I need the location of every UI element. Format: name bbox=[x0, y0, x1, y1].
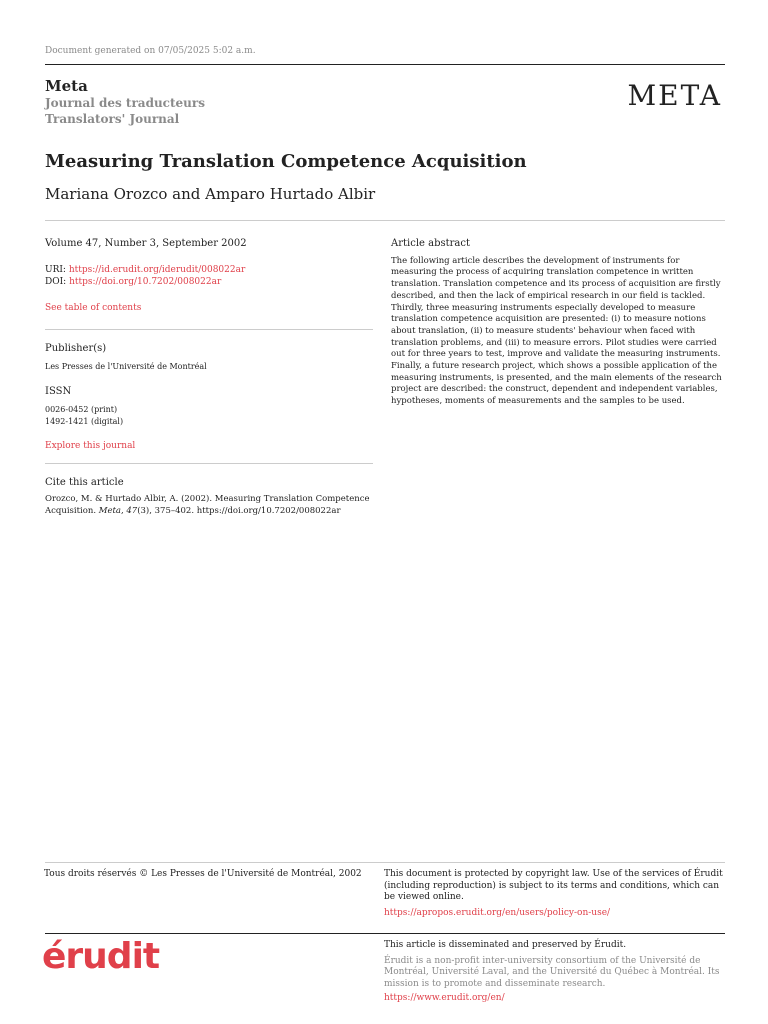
article-info-column bbox=[45, 238, 373, 517]
erudit-logo[interactable]: érudit bbox=[42, 936, 160, 977]
erudit-info bbox=[384, 940, 724, 1005]
citation-journal: Meta bbox=[98, 506, 121, 516]
volume-info: Volume 47, Number 3, September 2002 bbox=[45, 238, 247, 249]
copyright-text: This document is protected by copyright law. Use of the services of Érudit (including reproduction) is subject to its terms and conditions, which can be viewed online. bbox=[384, 869, 723, 902]
meta-logo: MΕTA bbox=[627, 79, 722, 112]
uri-link[interactable]: https://id.erudit.org/iderudit/008022ar bbox=[68, 265, 246, 275]
header-divider bbox=[45, 220, 725, 221]
issn-digital: 1492-1421 (digital) bbox=[45, 417, 124, 426]
article-authors: Mariana Orozco and Amparo Hurtado Albir bbox=[45, 185, 376, 203]
table-of-contents-link[interactable]: See table of contents bbox=[45, 303, 142, 313]
generation-date: Document generated on 07/05/2025 5:02 a.m. bbox=[45, 46, 256, 56]
erudit-description: Érudit is a non-profit inter-university consortium of the Université de Montréal, Université Laval, and the Université du Québec à Montréal. Its mission is to promote and disseminate research. bbox=[384, 955, 720, 989]
journal-subtitle-fr: Journal des traducteurs bbox=[45, 96, 205, 110]
issn-label: ISSN bbox=[45, 386, 72, 397]
publisher-name: Les Presses de l'Université de Montréal bbox=[45, 362, 207, 371]
journal-name[interactable]: Meta bbox=[45, 77, 88, 95]
citation-text: Orozco, M. & Hurtado Albir, A. (2002). Measuring Translation Competence Acquisition. Meta, 47(3), 375–402. https://doi.org/10.7202/008022ar bbox=[45, 494, 370, 516]
disseminated-text: This article is disseminated and preserved by Érudit. bbox=[384, 940, 627, 950]
publisher-label: Publisher(s) bbox=[45, 343, 107, 354]
abstract-text: The following article describes the development of instruments for measuring the process of acquiring translation competence in written translation. Translation competence and its process of acquisition are firstly described, and then the lack of empirical research in our field is tackled. Thirdly, three measuring instruments especially developed to measure translation competence acquisition are presented: (i) to measure notions about translation, (ii) to measure students' behaviour when faced with translation problems, and (iii) to measure errors. Pilot studies were carried out for three years to test, improve and validate the measuring instruments. Finally, a future research project, which shows a possible application of the measuring instruments, is presented, and the main elements of the research project are described: the construct, dependent and independent variables, hypotheses, moments of measurements and the samples to be used. bbox=[391, 255, 722, 407]
rights-statement: Tous droits réservés © Les Presses de l'Université de Montréal, 2002 bbox=[44, 869, 362, 879]
top-divider bbox=[45, 64, 725, 65]
abstract-title: Article abstract bbox=[391, 238, 470, 249]
uri-label: URI: bbox=[45, 265, 66, 275]
journal-subtitle-en: Translators' Journal bbox=[45, 112, 180, 126]
footer-divider-dark bbox=[45, 933, 725, 934]
doi-link[interactable]: https://doi.org/10.7202/008022ar bbox=[69, 277, 222, 287]
article-title: Measuring Translation Competence Acquisition bbox=[45, 151, 527, 172]
copyright-notice bbox=[384, 869, 724, 919]
journal-header bbox=[45, 78, 205, 127]
cite-label: Cite this article bbox=[45, 477, 124, 488]
citation-part1: Orozco, M. & Hurtado Albir, A. (2002). Measuring Translation Competence Acquisition. bbox=[45, 494, 370, 516]
issn-print: 0026-0452 (print) bbox=[45, 405, 118, 414]
doi-label: DOI: bbox=[45, 277, 67, 287]
footer-divider bbox=[45, 862, 725, 863]
erudit-link[interactable]: https://www.erudit.org/en/ bbox=[384, 993, 505, 1003]
citation-part2: (3), 375–402. https://doi.org/10.7202/008022ar bbox=[137, 506, 341, 516]
uri-row bbox=[45, 264, 373, 276]
abstract-column bbox=[391, 238, 725, 408]
citation-volume: 47 bbox=[126, 506, 138, 516]
policy-link[interactable]: https://apropos.erudit.org/en/users/policy-on-use/ bbox=[384, 907, 611, 918]
doi-row bbox=[45, 276, 373, 288]
explore-journal-link[interactable]: Explore this journal bbox=[45, 441, 136, 451]
